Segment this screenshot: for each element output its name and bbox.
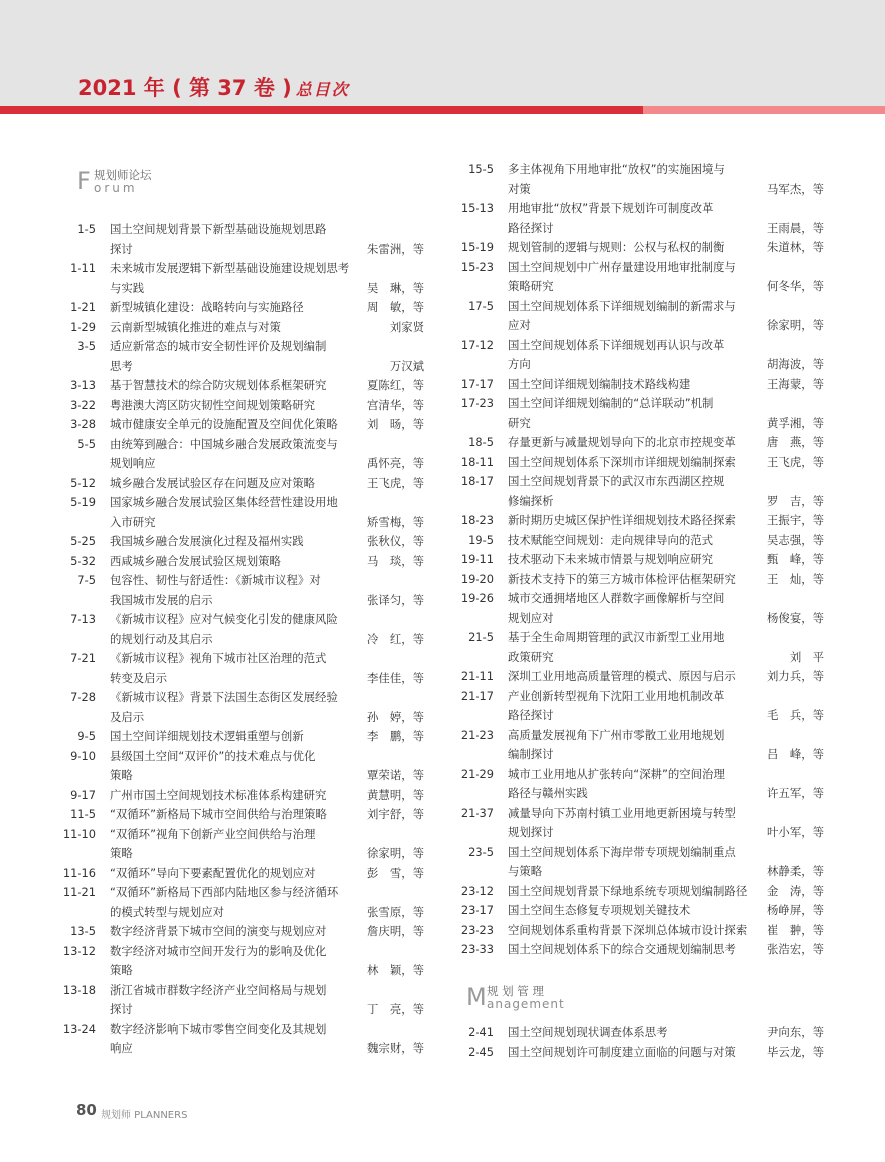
entry-title: 多主体视角下用地审批“放权”的实施困境与 对策 [508, 162, 725, 196]
toc-entry [58, 649, 424, 688]
entry-title: 深圳工业用地高质量管理的模式、原因与启示 [508, 669, 736, 683]
header-red-bar [0, 106, 643, 114]
toc-entry [58, 552, 424, 572]
toc-entry [452, 882, 824, 902]
entry-author: 吕 峰，等 [767, 747, 824, 761]
entry-author: 杨峥屏，等 [767, 903, 824, 917]
toc-entry [452, 238, 824, 258]
entry-author: 刘力兵，等 [767, 669, 824, 683]
entry-title: 国土空间规划背景下的武汉市东西湖区控规 修编探析 [508, 474, 725, 508]
entry-title: 未来城市发展逻辑下新型基础设施建设规划思考 与实践 [110, 261, 350, 295]
entry-code: 23-23 [460, 922, 494, 937]
entry-author: 马军杰，等 [767, 181, 824, 196]
entry-author: 刘家贤 [389, 319, 424, 334]
entry-title: 《新城市议程》视角下城市社区治理的范式 转变及启示 [110, 651, 327, 685]
toc-entry [452, 570, 824, 590]
entry-author: 崔 翀，等 [767, 922, 824, 937]
toc-entry [452, 940, 824, 960]
entry-author: 罗 吉，等 [767, 493, 824, 508]
title-subtitle: 总目次 [295, 80, 350, 99]
entry-author: 何冬华，等 [767, 279, 824, 293]
entry-code: 13-18 [62, 982, 96, 997]
entry-code: 3-13 [70, 378, 96, 392]
entry-title: 《新城市议程》应对气候变化引发的健康风险 的规划行动及其启示 [110, 612, 338, 646]
entry-code: 2-45 [468, 1044, 494, 1059]
toc-entry [58, 747, 424, 786]
entry-title: 新型城镇化建设：战略转向与实施路径 [110, 300, 304, 314]
entry-code: 9-5 [77, 729, 96, 743]
toc-entry [452, 550, 824, 570]
toc-entry [58, 571, 424, 610]
entry-author: 叶小军，等 [767, 825, 824, 839]
entry-author: 王飞虎，等 [367, 475, 424, 490]
entry-author: 周 敏，等 [367, 300, 424, 314]
entry-title: 我国城乡融合发展演化过程及福州实践 [110, 534, 304, 548]
entry-author: 许五军，等 [767, 786, 824, 800]
toc-entry [58, 727, 424, 747]
entry-author: 矫雪梅，等 [367, 514, 424, 529]
entry-title: 城市工业用地从扩张转向“深耕”的空间治理 路径与赣州实践 [508, 766, 725, 800]
entry-code: 7-13 [70, 612, 96, 626]
entry-title: 国土空间规划体系下详细规划编制的新需求与 应对 [508, 298, 736, 332]
entry-author: 徐家明，等 [367, 846, 424, 860]
entry-code: 15-5 [468, 162, 494, 176]
entry-code: 7-28 [70, 690, 96, 704]
entry-code: 19-11 [460, 552, 494, 566]
toc-entry [452, 297, 824, 336]
entry-author: 刘 旸，等 [367, 417, 424, 431]
entry-title: 数字经济影响下城市零售空间变化及其规划 响应 [110, 1021, 327, 1055]
entry-code: 1-21 [70, 300, 96, 314]
entry-code: 17-5 [468, 298, 494, 313]
entry-title: 国土空间详细规划编制技术路线构建 [508, 376, 691, 391]
entry-author: 林 颖，等 [367, 963, 424, 977]
toc-entry [58, 376, 424, 396]
entry-title: 基于全生命周期管理的武汉市新型工业用地 政策研究 [508, 630, 725, 664]
entry-title: 用地审批“放权”背景下规划许可制度改革 路径探讨 [508, 201, 714, 235]
entry-code: 19-26 [460, 591, 494, 605]
entry-code: 1-29 [70, 319, 96, 334]
entry-title: 高质量发展视角下广州市零散工业用地规划 编制探讨 [508, 727, 725, 761]
entry-code: 7-5 [77, 573, 96, 587]
entry-code: 19-20 [460, 571, 494, 586]
entry-author: 金 涛，等 [767, 883, 824, 898]
entry-author: 彭 雪，等 [367, 865, 424, 880]
toc-entry [452, 375, 824, 395]
page-number: 80 [76, 1101, 97, 1119]
entry-author: 王飞虎，等 [767, 454, 824, 469]
entry-code: 15-13 [460, 201, 494, 215]
entry-code: 18-17 [460, 474, 494, 488]
entry-title: 国土空间详细规划编制的“总详联动”机制 研究 [508, 396, 714, 430]
entry-author: 王 灿，等 [767, 571, 824, 586]
entry-code: 1-5 [77, 222, 96, 236]
entry-title: 新技术支持下的第三方城市体检评估框架研究 [508, 571, 736, 586]
entry-code: 15-19 [460, 240, 494, 254]
entry-author: 马 琰，等 [367, 553, 424, 568]
toc-entry [58, 318, 424, 338]
entry-author: 覃荣诺，等 [367, 768, 424, 782]
entry-title: “双循环”新格局下城市空间供给与治理策略 [110, 807, 327, 821]
toc-entry [58, 1020, 424, 1059]
entry-author: 詹庆明，等 [367, 924, 424, 938]
section-title-en: orum [94, 181, 138, 195]
toc-entry [58, 610, 424, 649]
entry-title: 产业创新转型视角下沈阳工业用地机制改革 路径探讨 [508, 688, 725, 722]
toc-entry [58, 396, 424, 416]
entry-code: 21-29 [460, 766, 494, 781]
entry-author: 毛 兵，等 [767, 708, 824, 722]
entry-title: 存量更新与减量规划导向下的北京市控规变革 [508, 435, 736, 449]
entry-code: 23-5 [468, 844, 494, 859]
entry-code: 23-33 [460, 942, 494, 956]
toc-entry [58, 259, 424, 298]
entry-title: 国土空间规划背景下新型基础设施规划思路 探讨 [110, 222, 327, 256]
entry-author: 张浩宏，等 [767, 942, 824, 956]
entry-code: 21-11 [460, 669, 494, 683]
section-initial: M [466, 983, 487, 1011]
toc-entry [452, 199, 824, 238]
toc-entry [452, 394, 824, 433]
toc-entry [58, 805, 424, 825]
entry-author: 夏陈红，等 [367, 378, 424, 392]
toc-entry [58, 298, 424, 318]
entry-author: 魏宗财，等 [367, 1041, 424, 1055]
toc-entry [58, 981, 424, 1020]
entry-author: 王海蒙，等 [767, 376, 824, 391]
entry-code: 11-21 [62, 885, 96, 899]
entry-code: 7-21 [70, 651, 96, 665]
entry-code: 5-32 [70, 553, 96, 568]
toc-entry [452, 843, 824, 882]
entry-title: 适应新常态的城市安全韧性评价及规划编制 思考 [110, 339, 327, 373]
entry-title: 技术驱动下未来城市情景与规划响应研究 [508, 552, 714, 566]
entry-code: 11-10 [62, 826, 96, 841]
entry-code: 5-12 [70, 475, 96, 490]
entry-title: 空间规划体系重构背景下深圳总体城市设计探索 [508, 922, 748, 937]
entry-title: 城市交通拥堵地区人群数字画像解析与空间 规划应对 [508, 591, 725, 625]
entry-title: “双循环”视角下创新产业空间供给与治理 策略 [110, 826, 316, 860]
toc-entry [58, 220, 424, 259]
entry-title: 浙江省城市群数字经济产业空间格局与规划 探讨 [110, 982, 327, 1016]
entry-author: 李 鹏，等 [367, 729, 424, 743]
entry-title: 国土空间规划体系下海岸带专项规划编制重点 与策略 [508, 844, 736, 878]
entry-code: 13-24 [62, 1021, 96, 1036]
entry-code: 23-12 [460, 883, 494, 898]
toc-entry [452, 1043, 824, 1063]
entry-author: 丁 亮，等 [367, 1002, 424, 1016]
entry-title: 减量导向下苏南村镇工业用地更新困境与转型 规划探讨 [508, 805, 736, 839]
toc-entry [452, 433, 824, 453]
entry-author: 黄慧明，等 [367, 787, 424, 802]
entry-title: 国土空间规划体系下的综合交通规划编制思考 [508, 942, 736, 956]
entry-title: 国土空间规划背景下绿地系统专项规划编制路径 [508, 883, 748, 898]
entry-code: 21-5 [468, 630, 494, 644]
entry-title: 技术赋能空间规划：走向规律导向的范式 [508, 532, 714, 547]
entry-code: 1-11 [70, 261, 96, 275]
entry-title: 国土空间规划体系下深圳市详细规划编制探索 [508, 454, 736, 469]
entry-title: 国土空间详细规划技术逻辑重塑与创新 [110, 729, 304, 743]
entry-code: 21-23 [460, 727, 494, 742]
entry-title: 城市健康安全单元的设施配置及空间优化策略 [110, 417, 338, 431]
entry-author: 禹怀亮，等 [367, 456, 424, 470]
entry-title: 数字经济背景下城市空间的演变与规划应对 [110, 924, 327, 938]
entry-title: 国土空间生态修复专项规划关键技术 [508, 903, 691, 917]
entry-code: 3-28 [70, 417, 96, 431]
header-pink-bar [643, 106, 885, 114]
entry-author: 毕云龙，等 [767, 1044, 824, 1059]
entry-code: 13-5 [70, 924, 96, 938]
entry-author: 张译匀，等 [367, 592, 424, 607]
toc-entry [58, 415, 424, 435]
section-header-forum [77, 167, 197, 197]
toc-entry [58, 864, 424, 884]
magazine-name: 规划师 PLANNERS [101, 1110, 188, 1121]
entry-author: 王雨晨，等 [767, 220, 824, 235]
entry-author: 王振宇，等 [767, 513, 824, 527]
entry-author: 朱道林，等 [767, 240, 824, 254]
entry-code: 15-23 [460, 259, 494, 274]
toc-entry [452, 453, 824, 473]
entry-code: 23-17 [460, 903, 494, 917]
section-title-en: anagement [487, 997, 565, 1011]
entry-author: 徐家明，等 [767, 318, 824, 332]
toc-entry [58, 337, 424, 376]
toc-entry [58, 532, 424, 552]
entry-author: 黄孚湘，等 [767, 415, 824, 430]
entry-code: 3-5 [77, 339, 96, 353]
entry-code: 18-5 [468, 435, 494, 449]
entry-title: 国土空间规划许可制度建立面临的问题与对策 [508, 1044, 736, 1059]
entry-title: 由统筹到融合：中国城乡融合发展政策流变与 规划响应 [110, 436, 338, 470]
toc-entry [58, 942, 424, 981]
toc-entry [452, 531, 824, 551]
entry-author: 甄 峰，等 [767, 552, 824, 566]
toc-entry [452, 687, 824, 726]
entry-code: 17-17 [460, 376, 494, 391]
entry-title: 新时期历史城区保护性详细规划技术路径探索 [508, 513, 736, 527]
entry-title: 云南新型城镇化推进的难点与对策 [110, 319, 281, 334]
entry-author: 唐 燕，等 [767, 435, 824, 449]
volume-title: 2021 年 ( 第 37 卷 ) [78, 76, 292, 100]
entry-title: 国土空间规划现状调查体系思考 [508, 1025, 668, 1039]
entry-author: 张雪原，等 [367, 904, 424, 919]
entry-code: 21-17 [460, 688, 494, 703]
entry-code: 2-41 [468, 1025, 494, 1039]
toc-entry [58, 493, 424, 532]
toc-entry [452, 1023, 824, 1043]
toc-entry [452, 901, 824, 921]
entry-author: 张秋仪，等 [367, 534, 424, 548]
entry-code: 17-12 [460, 337, 494, 352]
toc-entry [452, 336, 824, 375]
entry-author: 宫清华，等 [367, 397, 424, 412]
entry-title: 西咸城乡融合发展试验区规划策略 [110, 553, 281, 568]
toc-entry [58, 688, 424, 727]
entry-author: 林静柔，等 [767, 864, 824, 878]
toc-entry [58, 883, 424, 922]
entry-author: 尹向东，等 [767, 1025, 824, 1039]
toc-entry [452, 804, 824, 843]
entry-code: 19-5 [468, 532, 494, 547]
entry-title: 数字经济对城市空间开发行为的影响及优化 策略 [110, 943, 327, 977]
toc-entry [58, 922, 424, 942]
entry-title: 规划管制的逻辑与规则：公权与私权的制衡 [508, 240, 725, 254]
entry-title: 国土空间规划体系下详细规划再认识与改革 方向 [508, 337, 725, 371]
entry-code: 11-5 [70, 807, 96, 821]
page-title [78, 72, 350, 102]
toc-entry [452, 160, 824, 199]
toc-entry [58, 786, 424, 806]
entry-title: 基于智慧技术的综合防灾规划体系框架研究 [110, 378, 327, 392]
section-header-management [466, 983, 586, 1013]
toc-entry [452, 258, 824, 297]
entry-title: “双循环”导向下要素配置优化的规划应对 [110, 865, 316, 880]
entry-code: 21-37 [460, 805, 494, 820]
entry-author: 万汉斌 [389, 358, 424, 373]
entry-author: 冷 红，等 [367, 631, 424, 646]
toc-entry [58, 474, 424, 494]
toc-entry [452, 628, 824, 667]
entry-code: 9-10 [70, 748, 96, 763]
toc-entry [452, 511, 824, 531]
section-initial: F [77, 167, 91, 195]
toc-entry [452, 472, 824, 511]
entry-author: 吴志强，等 [767, 532, 824, 547]
toc-entry [58, 435, 424, 474]
entry-code: 11-16 [62, 865, 96, 880]
entry-author: 刘宇舒，等 [367, 807, 424, 821]
entry-code: 18-11 [460, 454, 494, 469]
entry-title: 县级国土空间“双评价”的技术难点与优化 策略 [110, 748, 316, 782]
entry-code: 18-23 [460, 513, 494, 527]
toc-entry [452, 667, 824, 687]
entry-title: “双循环”新格局下西部内陆地区参与经济循环 的模式转型与规划应对 [110, 885, 339, 919]
entry-author: 吴 琳，等 [367, 280, 424, 295]
toc-entry [452, 765, 824, 804]
entry-title: 城乡融合发展试验区存在问题及应对策略 [110, 475, 316, 490]
entry-author: 朱雷洲，等 [367, 241, 424, 256]
entry-author: 李佳佳，等 [367, 670, 424, 685]
section-title-cn: 规划师论坛 [94, 168, 152, 182]
toc-entry [452, 589, 824, 628]
entry-code: 17-23 [460, 396, 494, 410]
entry-author: 刘 平 [789, 649, 824, 664]
toc-entry [58, 825, 424, 864]
toc-entry [452, 921, 824, 941]
entry-code: 3-22 [70, 397, 96, 412]
entry-code: 9-17 [70, 787, 96, 802]
entry-code: 5-25 [70, 534, 96, 548]
entry-code: 13-12 [62, 943, 96, 958]
entry-title: 广州市国土空间规划技术标准体系构建研究 [110, 787, 327, 802]
entry-code: 5-5 [77, 436, 96, 451]
entry-title: 包容性、韧性与舒适性：《新城市议程》对 我国城市发展的启示 [110, 573, 321, 607]
entry-author: 孙 婷，等 [367, 709, 424, 724]
entry-title: 国家城乡融合发展试验区集体经营性建设用地 入市研究 [110, 495, 338, 529]
entry-title: 粤港澳大湾区防灾韧性空间规划策略研究 [110, 397, 316, 412]
entry-author: 杨俊宴，等 [767, 610, 824, 625]
section-title-cn: 规 划 管 理 [487, 984, 544, 998]
entry-title: 国土空间规划中广州存量建设用地审批制度与 策略研究 [508, 259, 736, 293]
entry-code: 5-19 [70, 495, 96, 509]
toc-entry [452, 726, 824, 765]
entry-title: 《新城市议程》背景下法国生态街区发展经验 及启示 [110, 690, 338, 724]
entry-author: 胡海波，等 [767, 357, 824, 371]
